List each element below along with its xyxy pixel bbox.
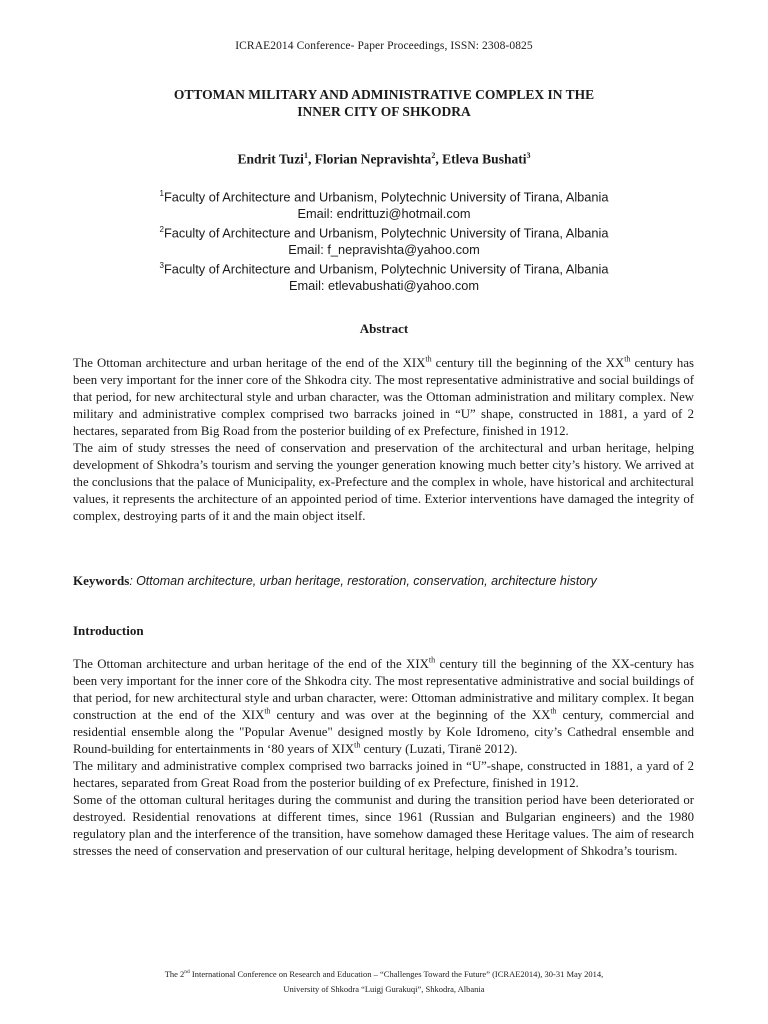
footer-university-line: University of Shkodra “Luigj Gurakuqi”, Shkodra, Albania: [283, 983, 485, 994]
affiliation-email[interactable]: Email: endrittuzi@hotmail.com: [297, 205, 471, 221]
paper-title-line-1: OTTOMAN MILITARY AND ADMINISTRATIVE COMPLEX IN THE: [173, 87, 595, 102]
paper-title-line-2: INNER CITY OF SHKODRA: [297, 104, 471, 119]
affiliation-mark: 1: [159, 189, 164, 198]
affiliation-mark: 2: [159, 225, 164, 235]
abstract-paragraph-1: The Ottoman architecture and urban heritage of the end of the XIXth century till the beginning of the XXth century has been very important for the inner core of the Shkodra city. The most representative administrative and social buildings of that period, for new architectural style and urban character, was the Ottoman administration and military complex. New military and administrative complex comprised two barracks joined in “U” shape, constructed in 1881, a yard of 2 hectares, separated from Big Road from the posterior building of ex Prefecture, finished in 1912.: [73, 354, 694, 438]
footer-conference-line: The 2nd International Conference on Research and Education – “Challenges Toward the Future” (ICRAE2014), 30-31 May 2014,: [164, 968, 604, 979]
author-name: Florian Nepravishta: [314, 151, 432, 167]
affiliation-institution: $^2$Faculty of Architecture and Urbanism, Polytechnic University of Tirana, Albania: [159, 225, 609, 241]
page-footer: [0, 965, 768, 997]
author-affiliation-mark: 2: [431, 151, 436, 160]
author-separator: ,: [307, 151, 315, 167]
keywords-line: [73, 573, 694, 589]
author-affiliation-mark: 3: [526, 151, 531, 160]
affiliation-email[interactable]: Email: f_nepravishta@yahoo.com: [288, 241, 480, 257]
abstract-paragraph-2: The aim of study stresses the need of conservation and preservation of the architectural and urban heritage, helping development of Shkodra’s tourism and serving the younger generation knowing much better city’s history. We arrived at the conclusions that the palace of Municipality, ex-Prefecture and the complex in whole, have historical and architectural values, it represents the architecture of an appointed period of time. Exterior interventions have damaged the integrity of complex, destroying parts of it and the main object itself.: [73, 441, 694, 523]
introduction-paragraph-1: The Ottoman architecture and urban heritage of the end of the XIXth century till the beginning of the XX-century has been very important for the inner core of the Shkodra city. The most representative administrative and social buildings of that period, for new architectural style and urban character, were: Ottoman administrative and military complex. It began construction at the end of the XIXth century and was over at the beginning of the XXth century, commercial and residential ensemble along the "Popular Avenue" designed mostly by Kole Idromeno, city’s Cathedral ensemble and Round-building for entertainments in ‘80 years of XIXth century (Luzati, Tiranë 2012).: [73, 655, 694, 756]
author-list: [0, 151, 768, 168]
introduction-paragraph-3: Some of the ottoman cultural heritages during the communist and during the transition period have been deteriorated or destroyed. Residential renovations at different times, since 1961 (Russian and Bulgarian engineers) and the 1980 regulatory plan and the interference of the transition, have somehow damaged these Heritage values. The aim of research stresses the need of conservation and preservation of our cultural heritage, helping development of Shkodra’s tourism.: [73, 793, 694, 858]
introduction-paragraph-2: The military and administrative complex comprised two barracks joined in “U”-shape, constructed in 1881, a yard of 2 hectares, separated from Great Road from the posterior building of ex Prefecture, finished in 1912.: [73, 759, 694, 790]
affiliation-list: [0, 186, 768, 294]
abstract-body: [73, 355, 694, 525]
affiliation-institution: $^1$Faculty of Architecture and Urbanism, Polytechnic University of Tirana, Albania: [159, 189, 609, 205]
author-separator: ,: [435, 151, 443, 167]
author-name: Etleva Bushati: [442, 151, 527, 167]
author-name: Endrit Tuzi: [237, 151, 304, 167]
introduction-body: [73, 656, 694, 860]
keywords-values: Ottoman architecture, urban heritage, restoration, conservation, architecture history: [136, 574, 597, 588]
keywords-colon: :: [129, 574, 133, 588]
introduction-heading: Introduction: [73, 623, 144, 638]
paper-title: [100, 86, 668, 120]
affiliation-email[interactable]: Email: etlevabushati@yahoo.com: [288, 277, 480, 293]
affiliation-mark: 3: [159, 261, 164, 271]
keywords-label: Keywords: [73, 573, 130, 588]
affiliation-institution: $^3$Faculty of Architecture and Urbanism, Polytechnic University of Tirana, Albania: [159, 261, 609, 277]
abstract-heading: Abstract: [359, 321, 409, 336]
author-affiliation-mark: 1: [303, 151, 308, 160]
running-header: ICRAE2014 Conference- Paper Proceedings, ISSN: 2308-0825: [235, 40, 533, 52]
